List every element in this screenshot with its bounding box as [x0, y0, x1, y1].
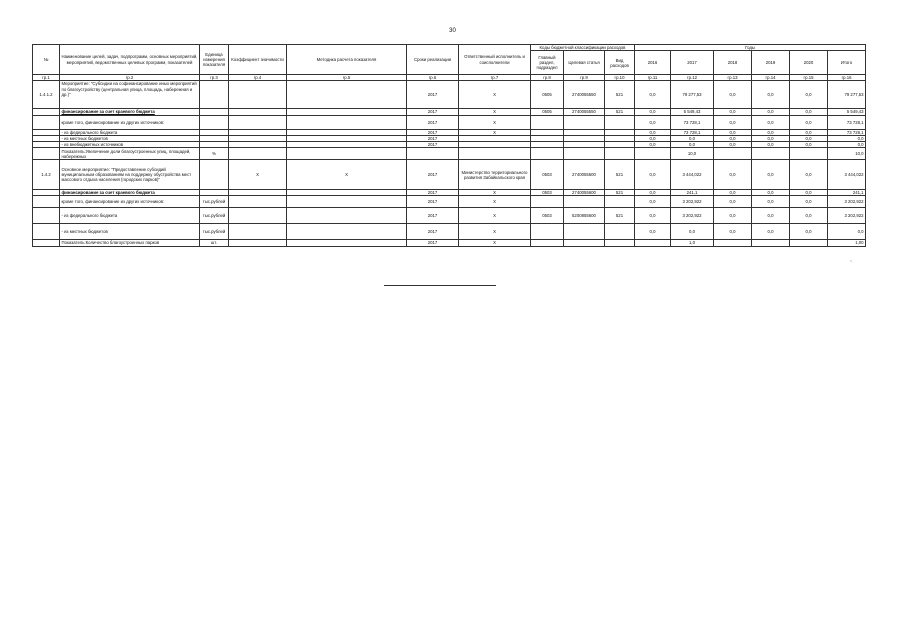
row-unit: шт.: [200, 240, 229, 246]
row-method: [287, 208, 407, 224]
row-num: [33, 115, 60, 129]
row-value-2020: 0,0: [790, 224, 828, 240]
row-value-2017: 3 202,922: [671, 196, 714, 208]
row-year: 2017: [407, 208, 459, 224]
row-value-2016: 0,0: [635, 190, 671, 196]
row-executor: Х: [459, 224, 531, 240]
row-value-2020: 0,0: [790, 142, 828, 148]
row-value-2019: 0,0: [752, 224, 790, 240]
footnote-mark: ".: [850, 259, 853, 264]
row-year: 2017: [407, 129, 459, 135]
row-value-2018: 0,0: [714, 142, 752, 148]
page-number: 30: [449, 28, 456, 34]
header-coef: Коэффициент значимости: [229, 45, 287, 75]
row-name: кроме того, финансирование из других источников:: [60, 115, 200, 129]
row-value-2020: 0,0: [790, 115, 828, 129]
row-value-2016: 0,0: [635, 208, 671, 224]
row-total: 0,0: [828, 135, 866, 141]
row-name: - из федерального бюджета: [60, 208, 200, 224]
row-name: Основное мероприятие: "Предоставление субсидий муниципальным образованиям на поддержку обустройства мест массового отдыха населения (городских парков)": [60, 160, 200, 190]
header-year-2019: 2019: [752, 51, 790, 75]
row-value-2019: 0,0: [752, 135, 790, 141]
row-value-2018: 0,0: [714, 129, 752, 135]
row-num: [33, 240, 60, 246]
row-value-2018: 0,0: [714, 190, 752, 196]
row-value-2020: 0,0: [790, 135, 828, 141]
colnum: гр.6: [407, 75, 459, 81]
header-code-article: Целевая статья: [564, 51, 605, 75]
row-total: 10,0: [828, 148, 866, 160]
separator-line: [384, 285, 496, 286]
row-coef: [229, 224, 287, 240]
row-value-2019: [752, 148, 790, 160]
row-name: финансирование за счет краевого бюджета: [60, 190, 200, 196]
row-value-2017: 0,0: [671, 224, 714, 240]
row-value-2016: 0,0: [635, 135, 671, 141]
row-value-2018: 0,0: [714, 196, 752, 208]
row-value-2020: [790, 240, 828, 246]
row-value-2019: 0,0: [752, 115, 790, 129]
row-value-2017: 73 728,1: [671, 129, 714, 135]
row-num: [33, 208, 60, 224]
row-name: Показатель:Увеличение доли благоустроенных улиц, площадей, набережных: [60, 148, 200, 160]
row-year: 2017: [407, 81, 459, 109]
row-year: 2017: [407, 224, 459, 240]
row-value-2017: 241,1: [671, 190, 714, 196]
table-row: [33, 208, 866, 224]
row-unit: тыс.рублей: [200, 196, 229, 208]
header-codes: Коды бюджетной классификации расходов: [531, 45, 635, 51]
row-unit: [200, 160, 229, 190]
row-value-2017: 3 444,022: [671, 160, 714, 190]
row-article: 2740055550: [564, 81, 605, 109]
row-num: 1.4.2: [33, 160, 60, 190]
header-code-section: Главный раздел, подраздел: [531, 51, 564, 75]
row-value-2018: 0,0: [714, 109, 752, 115]
header-unit: Единица измерения показателя: [200, 45, 229, 75]
row-value-2017: 3 202,922: [671, 208, 714, 224]
row-total: 73 728,1: [828, 129, 866, 135]
row-total: 1,00: [828, 240, 866, 246]
row-coef: [229, 208, 287, 224]
row-year: 2017: [407, 142, 459, 148]
row-section: 0503: [531, 208, 564, 224]
row-value-2017: 10,0: [671, 148, 714, 160]
row-year: 2017: [407, 109, 459, 115]
row-executor: Х: [459, 196, 531, 208]
row-value-2017: 5 549,43: [671, 109, 714, 115]
row-article: [564, 148, 605, 160]
row-expense-type: [605, 224, 635, 240]
header-method: Методика расчета показателя: [287, 45, 407, 75]
row-value-2017: 79 277,53: [671, 81, 714, 109]
row-value-2018: 0,0: [714, 115, 752, 129]
colnum: гр.15: [790, 75, 828, 81]
row-unit: [200, 81, 229, 109]
row-section: 0503: [531, 190, 564, 196]
row-year: [407, 148, 459, 160]
header-years: Годы: [635, 45, 866, 51]
row-num: [33, 224, 60, 240]
row-value-2018: 0,0: [714, 160, 752, 190]
row-section: 0505: [531, 109, 564, 115]
row-method: Х: [287, 160, 407, 190]
row-num: [33, 148, 60, 160]
row-name: - из внебюджетных источников: [60, 142, 200, 148]
row-expense-type: [605, 115, 635, 129]
row-value-2017: 73 728,1: [671, 115, 714, 129]
row-value-2019: 0,0: [752, 142, 790, 148]
row-expense-type: 521: [605, 190, 635, 196]
table-row: [33, 148, 866, 160]
header-num: №: [33, 45, 60, 75]
row-section: [531, 115, 564, 129]
colnum: гр.8: [531, 75, 564, 81]
row-article: 2740055550: [564, 109, 605, 115]
colnum: гр.4: [229, 75, 287, 81]
table-row: [33, 224, 866, 240]
row-unit: тыс.рублей: [200, 224, 229, 240]
row-value-2016: 0,0: [635, 196, 671, 208]
row-year: 2017: [407, 115, 459, 129]
colnum: гр.16: [828, 75, 866, 81]
row-section: [531, 224, 564, 240]
header-code-type: Вид расходов: [605, 51, 635, 75]
row-section: [531, 240, 564, 246]
row-name: финансирование за счет краевого бюджета: [60, 109, 200, 115]
row-num: 1.4.1.2: [33, 81, 60, 109]
colnum: гр.1: [33, 75, 60, 81]
row-num: [33, 196, 60, 208]
row-method: [287, 148, 407, 160]
row-value-2016: 0,0: [635, 109, 671, 115]
row-value-2020: [790, 148, 828, 160]
table-row: [33, 115, 866, 129]
row-value-2018: [714, 240, 752, 246]
row-value-2020: 0,0: [790, 190, 828, 196]
row-total: 0,0: [828, 142, 866, 148]
row-value-2016: 0,0: [635, 224, 671, 240]
row-article: [564, 224, 605, 240]
row-expense-type: 521: [605, 208, 635, 224]
row-value-2020: 0,0: [790, 81, 828, 109]
row-value-2018: 0,0: [714, 208, 752, 224]
row-article: 5200855600: [564, 208, 605, 224]
row-executor: Х: [459, 190, 531, 196]
row-coef: [229, 148, 287, 160]
row-coef: [229, 196, 287, 208]
row-year: 2017: [407, 135, 459, 141]
row-coef: [229, 115, 287, 129]
colnum: гр.9: [564, 75, 605, 81]
row-value-2020: 0,0: [790, 129, 828, 135]
row-executor: Х: [459, 81, 531, 109]
row-value-2020: 0,0: [790, 208, 828, 224]
row-method: [287, 196, 407, 208]
table-row: [33, 240, 866, 246]
row-method: [287, 240, 407, 246]
colnum: гр.11: [635, 75, 671, 81]
row-unit: [200, 115, 229, 129]
header-name: Наименование целей, задач, подпрограмм, основных мероприятий, мероприятий, ведомственных целевых программ, показателей: [60, 45, 200, 75]
row-value-2016: 0,0: [635, 81, 671, 109]
row-executor: Х: [459, 240, 531, 246]
row-article: 2740055600: [564, 160, 605, 190]
row-value-2019: 0,0: [752, 109, 790, 115]
row-expense-type: 521: [605, 160, 635, 190]
row-value-2019: 0,0: [752, 129, 790, 135]
row-value-2020: 0,0: [790, 196, 828, 208]
colnum: гр.7: [459, 75, 531, 81]
row-name: - из местных бюджетов: [60, 224, 200, 240]
row-coef: [229, 81, 287, 109]
row-executor: Х: [459, 109, 531, 115]
header-year-2020: 2020: [790, 51, 828, 75]
row-value-2018: [714, 148, 752, 160]
row-name: Показатель:Количество благоустроенных парков: [60, 240, 200, 246]
colnum: гр.14: [752, 75, 790, 81]
row-value-2016: [635, 148, 671, 160]
row-expense-type: 521: [605, 109, 635, 115]
row-value-2019: 0,0: [752, 160, 790, 190]
header-executor: Ответственный исполнитель и соисполнители: [459, 45, 531, 75]
row-value-2019: [752, 240, 790, 246]
header-terms: Сроки реализации: [407, 45, 459, 75]
row-value-2016: 0,0: [635, 129, 671, 135]
row-method: [287, 224, 407, 240]
header-year-2017: 2017: [671, 51, 714, 75]
colnum: гр.12: [671, 75, 714, 81]
header-year-2018: 2018: [714, 51, 752, 75]
program-table: [32, 44, 866, 247]
row-total: 5 549,43: [828, 109, 866, 115]
row-name: Мероприятие: "Субсидии на софинансирование иных мероприятий по благоустройству (центральная улица, площадь, набережная и др.)": [60, 81, 200, 109]
row-article: [564, 240, 605, 246]
colnum: гр.10: [605, 75, 635, 81]
row-name: - из местных бюджетов: [60, 135, 200, 141]
row-unit: %: [200, 148, 229, 160]
row-section: 0505: [531, 81, 564, 109]
table-row: [33, 160, 866, 190]
row-executor: Х: [459, 115, 531, 129]
row-value-2017: 0,0: [671, 142, 714, 148]
row-year: 2017: [407, 196, 459, 208]
row-name: - из федерального бюджета: [60, 129, 200, 135]
row-article: [564, 196, 605, 208]
row-expense-type: [605, 196, 635, 208]
row-section: [531, 196, 564, 208]
colnum: гр.13: [714, 75, 752, 81]
row-executor: Х: [459, 208, 531, 224]
row-value-2019: 0,0: [752, 190, 790, 196]
row-total: 73 728,1: [828, 115, 866, 129]
row-section: 0503: [531, 160, 564, 190]
row-executor: Министерство территориального развития Забайкальского края: [459, 160, 531, 190]
row-value-2019: 0,0: [752, 81, 790, 109]
colnum: гр.5: [287, 75, 407, 81]
row-value-2020: 0,0: [790, 160, 828, 190]
row-executor: Х: [459, 129, 531, 135]
row-value-2016: 0,0: [635, 142, 671, 148]
row-executor: [459, 148, 531, 160]
row-article: 2740055600: [564, 190, 605, 196]
row-value-2016: 0,0: [635, 160, 671, 190]
row-article: [564, 115, 605, 129]
row-value-2019: 0,0: [752, 208, 790, 224]
row-value-2016: [635, 240, 671, 246]
row-value-2018: 0,0: [714, 135, 752, 141]
row-value-2017: 1,0: [671, 240, 714, 246]
row-expense-type: 521: [605, 81, 635, 109]
colnum: гр.2: [60, 75, 200, 81]
table-row: [33, 81, 866, 109]
header-year-2016: 2016: [635, 51, 671, 75]
table-body: [33, 81, 866, 246]
row-value-2016: 0,0: [635, 115, 671, 129]
row-name: кроме того, финансирование из других источников:: [60, 196, 200, 208]
row-total: 79 277,53: [828, 81, 866, 109]
row-year: 2017: [407, 160, 459, 190]
row-year: 2017: [407, 190, 459, 196]
row-expense-type: [605, 148, 635, 160]
row-expense-type: [605, 240, 635, 246]
row-total: 241,1: [828, 190, 866, 196]
row-coef: Х: [229, 160, 287, 190]
row-coef: [229, 240, 287, 246]
row-value-2018: 0,0: [714, 81, 752, 109]
row-method: [287, 115, 407, 129]
row-total: 3 444,022: [828, 160, 866, 190]
row-total: 3 202,922: [828, 208, 866, 224]
row-section: [531, 148, 564, 160]
row-total: 3 202,922: [828, 196, 866, 208]
row-value-2019: 0,0: [752, 196, 790, 208]
row-value-2017: 0,0: [671, 135, 714, 141]
row-year: 2017: [407, 240, 459, 246]
colnum: гр.3: [200, 75, 229, 81]
row-unit: тыс.рублей: [200, 208, 229, 224]
table-row: [33, 196, 866, 208]
row-value-2020: 0,0: [790, 109, 828, 115]
row-value-2018: 0,0: [714, 224, 752, 240]
header-total: Итого: [828, 51, 866, 75]
row-total: 0,0: [828, 224, 866, 240]
row-method: [287, 81, 407, 109]
